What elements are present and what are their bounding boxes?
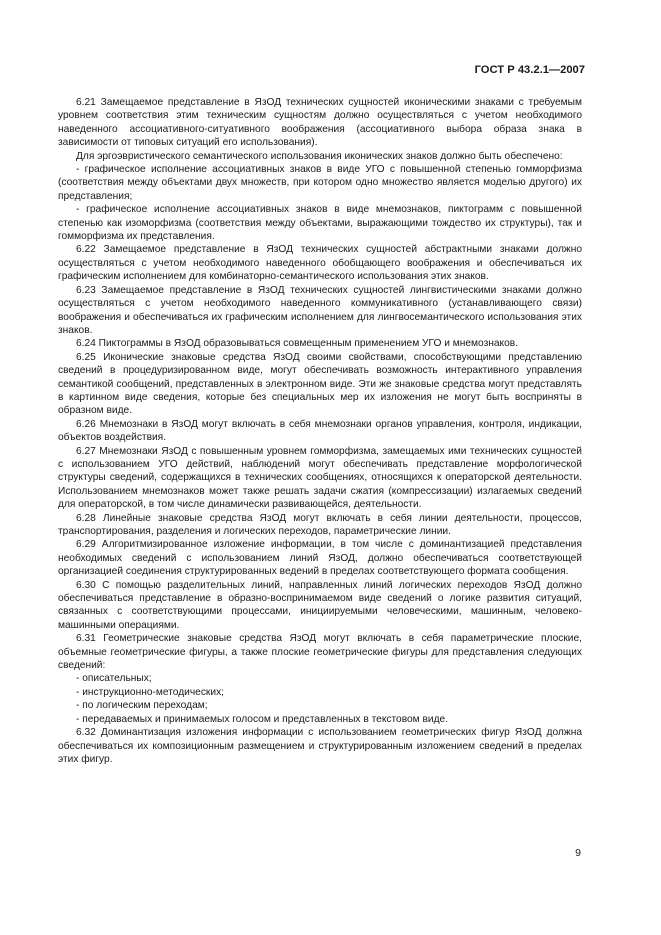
list-item: - инструкционно-методических;	[76, 686, 225, 698]
paragraph: 6.29 Алгоритмизированное изложение информации, в том числе с доминантизацией представления необходимых сведений с использованием линий ЯзОД, должно обеспечиваться соответствующей организацией соединения структурированных ведений в пределах соответствующего формата сообщения.	[58, 539, 582, 578]
document-header: ГОСТ Р 43.2.1—2007	[474, 64, 585, 76]
paragraph: 6.25 Иконические знаковые средства ЯзОД своими свойствами, способствующими представлению сведений в процедуризированном виде, могут обеспечивать возможность интерактивного управления семантикой сообщений, представленных в электронном виде. Эти же знаковые средства могут представлять в картинном виде сведения, которые без специальных мер их изложения не могут быть восприняты в образном виде.	[58, 351, 582, 417]
list-item: - графическое исполнение ассоциативных знаков в виде УГО с повышенной степенью гомморфизма (соответствия между объектами двух множеств, при котором одно множество является моделью другого) их представления;	[58, 164, 582, 202]
list-item: - графическое исполнение ассоциативных знаков в виде мнемознаков, пиктограмм с повышенной степенью как изоморфизма (соответствия между объектами, выражающими тождество их структуры), так и гомморфизма их представления.	[58, 204, 582, 243]
paragraph: 6.32 Доминантизация изложения информации с использованием геометрических фигур ЯзОД должна обеспечиваться их композиционным размещением и структурированным изложением сведений в пределах этих фигур.	[58, 727, 582, 765]
paragraph: Для эргоэвристического семантического использования иконических знаков должно быть обеспечено:	[76, 150, 563, 162]
paragraph: 6.31 Геометрические знаковые средства ЯзОД могут включать в себя параметрические плоские, объемные геометрические фигуры, а также плоские геометрические фигуры для представления следующих сведений:	[58, 633, 582, 672]
document-body	[58, 96, 582, 766]
page-number: 9	[575, 847, 581, 859]
list-item: - по логическим переходам;	[76, 700, 208, 712]
paragraph: 6.24 Пиктограммы в ЯзОД образовываться совмещенным применением УГО и мнемознаков.	[76, 338, 519, 350]
paragraph: 6.26 Мнемознаки в ЯзОД могут включать в себя мнемознаки органов управления, контроля, индикации, объектов воздействия.	[58, 418, 582, 444]
list-item: - описательных;	[76, 673, 152, 685]
paragraph: 6.28 Линейные знаковые средства ЯзОД могут включать в себя линии деятельности, процессов, транспортирования, разделения и логических переходов, параметрические линии.	[58, 512, 582, 537]
paragraph: 6.21 Замещаемое представление в ЯзОД технических сущностей иконическими знаками с требуемым уровнем соответствия этим техническим сущностям должно осуществляться с учетом необходимого наведенного ассоциативного-ситуативного воображения (ассоциативного выбора образа знака в зависимости от типовых ситуаций его использования).	[58, 97, 582, 149]
list-item: - передаваемых и принимаемых голосом и представленных в текстовом виде.	[76, 713, 449, 725]
paragraph: 6.23 Замещаемое представление в ЯзОД технических сущностей лингвистическими знаками должно осуществляться с учетом необходимого наведенного коммуникативного (устанавливающего связи) воображения и обеспечиваться их графическим исполнением для лингвосемантического использования этих знаков.	[58, 284, 582, 336]
paragraph: 6.27 Мнемознаки ЯзОД с повышенным уровнем гомморфизма, замещаемых ими технических сущностей с использованием УГО действий, наблюдений могут обеспечивать представление морфологической структуры сведений, содержащихся в технических сообщениях, относящихся к операторской деятельности. Использованием мнемознаков может также решать задачи сжатия (компрессизации) излагаемых сведений для операторской, в том числе динамически развивающейся, деятельности.	[58, 445, 582, 511]
paragraph: 6.22 Замещаемое представление в ЯзОД технических сущностей абстрактными знаками должно осуществляться с учетом необходимого наведенного обобщающего воображения и обеспечиваться их графическим исполнением для комбинаторно-семантического использования этих знаков.	[58, 244, 582, 283]
paragraph: 6.30 С помощью разделительных линий, направленных линий логических переходов ЯзОД должно обеспечиваться представление в образно-воспринимаемом виде сведений о логике развития ситуаций, связанных с соответствующими процессами, инициируемыми человеческими, машинным, человеко-машинными операциями.	[58, 579, 582, 631]
